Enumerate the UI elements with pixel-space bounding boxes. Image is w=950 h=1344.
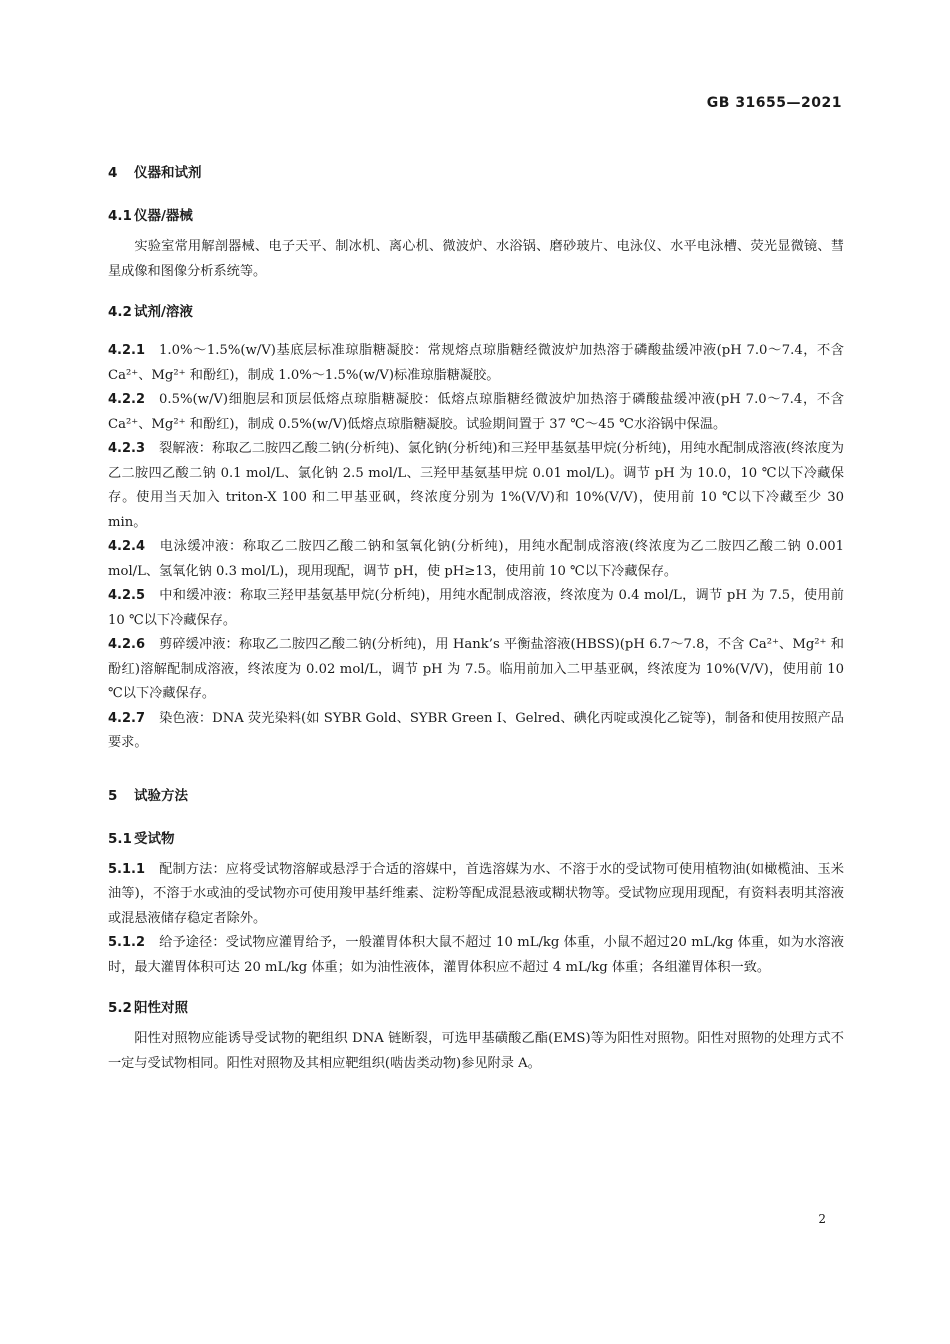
item-text: 中和缓冲液：称取三羟甲基氨基甲烷(分析纯)，用纯水配制成溶液，终浓度为 0.4 mol/L，调节 pH 为 7.5，使用前 10 ℃以下冷藏保存。 — [108, 588, 844, 628]
section-title: 受试物 — [134, 830, 175, 847]
item-text: 0.5%(w/V)细胞层和顶层低熔点琼脂糖凝胶：低熔点琼脂糖经微波炉加热溶于磷酸盐缓冲液(pH 7.0～7.4，不含 Ca²⁺、Mg²⁺ 和酚红)，制成 0.5%(w/V)低熔点琼脂糖凝胶。试验期间置于 37 ℃～45 ℃水浴锅中保温。 — [108, 392, 844, 432]
item-4-2-7 — [108, 707, 844, 756]
section-number: 5 — [108, 787, 118, 804]
item-text: 给予途径：受试物应灌胃给予，一般灌胃体积大鼠不超过 10 mL/kg 体重，小鼠不超过20 mL/kg 体重，如为水溶液时，最大灌胃体积可达 20 mL/kg 体重；如为油性液体，灌胃体积应不超过 4 mL/kg 体重；各组灌胃体积一致。 — [108, 935, 844, 975]
section-title: 试剂/溶液 — [134, 304, 193, 320]
section-number: 4.1 — [108, 208, 132, 224]
item-text: 配制方法：应将受试物溶解或悬浮于合适的溶媒中，首选溶媒为水、不溶于水的受试物可使用植物油(如橄榄油、玉米油等)，不溶于水或油的受试物亦可使用羧甲基纤维素、淀粉等配成混悬液或糊状物等。受试物应现用现配，有资料表明其溶液或混悬液储存稳定者除外。 — [108, 861, 844, 926]
section-5-2-heading — [108, 997, 844, 1019]
standard-number: GB 31655—2021 — [706, 95, 842, 111]
item-4-2-6 — [108, 633, 844, 707]
section-5-2-body: 阳性对照物应能诱导受试物的靶组织 DNA 链断裂，可选甲基磺酸乙酯(EMS)等为阳性对照物。阳性对照物的处理方式不一定与受试物相同。阳性对照物及其相应靶组织(啮齿类动物)参见附录 A。 — [108, 1031, 844, 1071]
item-4-2-4 — [108, 535, 844, 584]
section-title: 仪器和试剂 — [134, 165, 202, 181]
section-5-1-heading — [108, 828, 844, 850]
item-4-2-2 — [108, 388, 844, 437]
section-number: 4.2 — [108, 304, 132, 320]
item-number: 4.2.6 — [108, 637, 146, 652]
section-number: 5.2 — [108, 1000, 132, 1016]
item-number: 5.1.1 — [108, 861, 146, 877]
item-text: 电泳缓冲液：称取乙二胺四乙酸二钠和氢氧化钠(分析纯)，用纯水配制成溶液(终浓度为乙二胺四乙酸二钠 0.001 mol/L、氢氧化钠 0.3 mol/L)，现用现配，调节 pH，使 pH≥13，使用前 10 ℃以下冷藏保存。 — [108, 539, 844, 579]
item-number: 4.2.3 — [108, 441, 146, 456]
section-4-2-heading — [108, 301, 844, 323]
item-5-1-2 — [108, 931, 844, 980]
item-number: 4.2.1 — [108, 343, 146, 358]
item-text: 裂解液：称取乙二胺四乙酸二钠(分析纯)、氯化钠(分析纯)和三羟甲基氨基甲烷(分析纯)，用纯水配制成溶液(终浓度为乙二胺四乙酸二钠 0.1 mol/L、氯化钠 2.5 mol/L、三羟甲基氨基甲烷 0.01 mol/L)。调节 pH 为 10.0，10 ℃以下冷藏保存。使用当天加入 triton-X 100 和二甲基亚砜，终浓度分别为 1%(V/V)和 10%(V/V)，使用前 10 ℃以下冷藏至少 30 min。 — [108, 441, 844, 530]
item-4-2-1 — [108, 339, 844, 388]
item-text: 染色液：DNA 荧光染料(如 SYBR Gold、SYBR Green I、Gelred、碘化丙啶或溴化乙锭等)，制备和使用按照产品要求。 — [108, 710, 844, 750]
page-number: 2 — [818, 1212, 826, 1226]
section-4-heading — [108, 162, 844, 184]
item-text: 1.0%～1.5%(w/V)基底层标准琼脂糖凝胶：常规熔点琼脂糖经微波炉加热溶于磷酸盐缓冲液(pH 7.0～7.4，不含 Ca²⁺、Mg²⁺ 和酚红)，制成 1.0%～1.5%(w/V)标准琼脂糖凝胶。 — [108, 343, 844, 383]
section-number: 4 — [108, 165, 118, 181]
item-number: 5.1.2 — [108, 935, 146, 950]
section-number: 5.1 — [108, 830, 132, 847]
item-number: 4.2.5 — [108, 588, 146, 603]
section-5-heading — [108, 785, 844, 807]
item-text: 剪碎缓冲液：称取乙二胺四乙酸二钠(分析纯)，用 Hank’s 平衡盐溶液(HBSS)(pH 6.7～7.8，不含 Ca²⁺、Mg²⁺ 和酚红)溶解配制成溶液，终浓度为 0.02 mol/L，调节 pH 为 7.5。临用前加入二甲基亚砜，终浓度为 10%(V/V)，使用前 10 ℃以下冷藏保存。 — [108, 637, 844, 701]
page-content — [108, 155, 844, 1076]
section-4-1-body: 实验室常用解剖器械、电子天平、制冰机、离心机、微波炉、水浴锅、磨砂玻片、电泳仪、水平电泳槽、荧光显微镜、彗星成像和图像分析系统等。 — [108, 239, 844, 279]
item-number: 4.2.7 — [108, 710, 146, 726]
item-4-2-5 — [108, 584, 844, 633]
item-number: 4.2.2 — [108, 392, 146, 407]
item-5-1-1 — [108, 858, 844, 932]
section-title: 试验方法 — [134, 787, 188, 804]
section-4-1-heading — [108, 205, 844, 227]
section-title: 阳性对照 — [134, 1000, 188, 1016]
item-number: 4.2.4 — [108, 539, 146, 554]
item-4-2-3 — [108, 437, 844, 535]
section-title: 仪器/器械 — [134, 208, 193, 224]
